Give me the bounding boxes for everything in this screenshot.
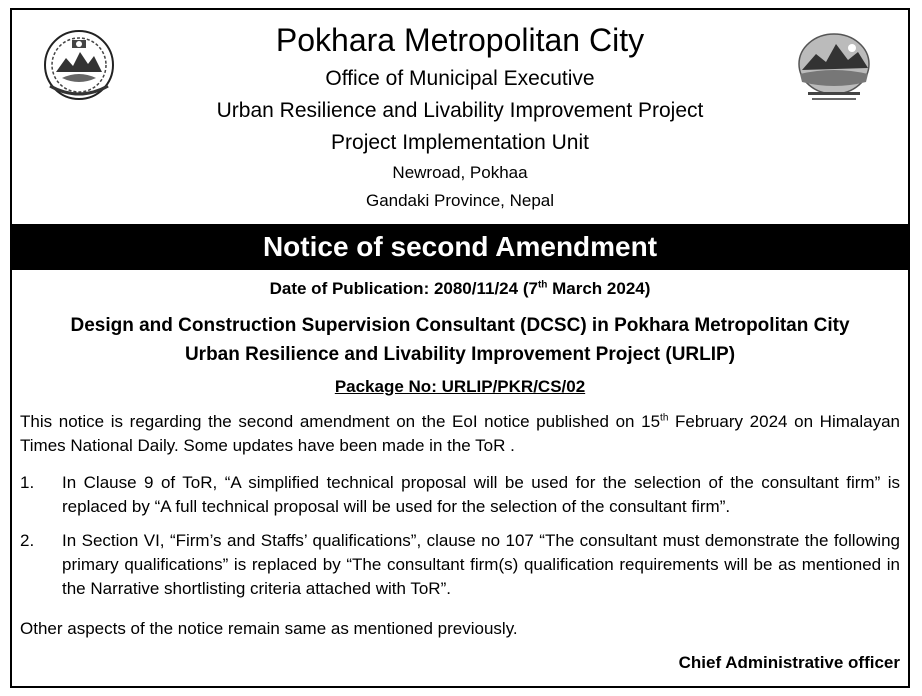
unit-name: Project Implementation Unit — [331, 131, 589, 154]
list-item-number: 1. — [20, 473, 35, 492]
closing-paragraph: Other aspects of the notice remain same as mentioned previously. — [20, 619, 518, 638]
list-item-number: 2. — [20, 531, 35, 550]
letterhead — [12, 10, 908, 220]
project-name: Urban Resilience and Livability Improvement Project — [216, 99, 704, 122]
notice-frame — [10, 8, 910, 688]
office-name: Office of Municipal Executive — [325, 67, 595, 90]
publication-date-prefix: Date of Publication: 2080/11/24 (7 — [269, 279, 538, 298]
signatory-title: Chief Administrative officer — [678, 653, 900, 672]
intro-sup: th — [660, 412, 669, 424]
publication-date-sup: th — [537, 279, 548, 291]
notice-subject-line-1: Design and Construction Supervision Consultant (DCSC) in Pokhara Metropolitan City — [70, 315, 850, 336]
intro-paragraph — [20, 410, 900, 458]
package-number-text: Package No: URLIP/PKR/CS/02 — [334, 377, 586, 396]
publication-date-suffix: March 2024) — [547, 279, 651, 298]
list-item — [20, 471, 900, 519]
package-number — [12, 376, 908, 398]
intro-part-2: February 2024 on Himalayan Times National Daily. Some updates have been made in the ToR . — [20, 412, 900, 455]
address-line-2: Gandaki Province, Nepal — [365, 191, 555, 210]
notice-banner-title: Notice of second Amendment — [12, 224, 908, 270]
city-name: Pokhara Metropolitan City — [275, 22, 645, 58]
notice-subject-line-2: Urban Resilience and Livability Improvement Project (URLIP) — [184, 344, 736, 365]
list-item-text: In Section VI, “Firm’s and Staffs’ qualifications”, clause no 107 “The consultant must demonstrate the following primary qualifications” is replaced by “The consultant firm(s) qualification requirements will be as mentioned in the Narrative shortlisting criteria attached with ToR”. — [62, 531, 900, 598]
publication-date — [12, 278, 908, 300]
intro-part-1: This notice is regarding the second amendment on the EoI notice published on 15 — [20, 412, 661, 431]
address-line-1: Newroad, Pokhaa — [392, 163, 528, 182]
list-item — [20, 529, 900, 601]
list-item-text: In Clause 9 of ToR, “A simplified technical proposal will be used for the selection of the consultant firm” is replaced by “A full technical proposal will be used for the selection of the consultant firm”. — [62, 473, 900, 516]
